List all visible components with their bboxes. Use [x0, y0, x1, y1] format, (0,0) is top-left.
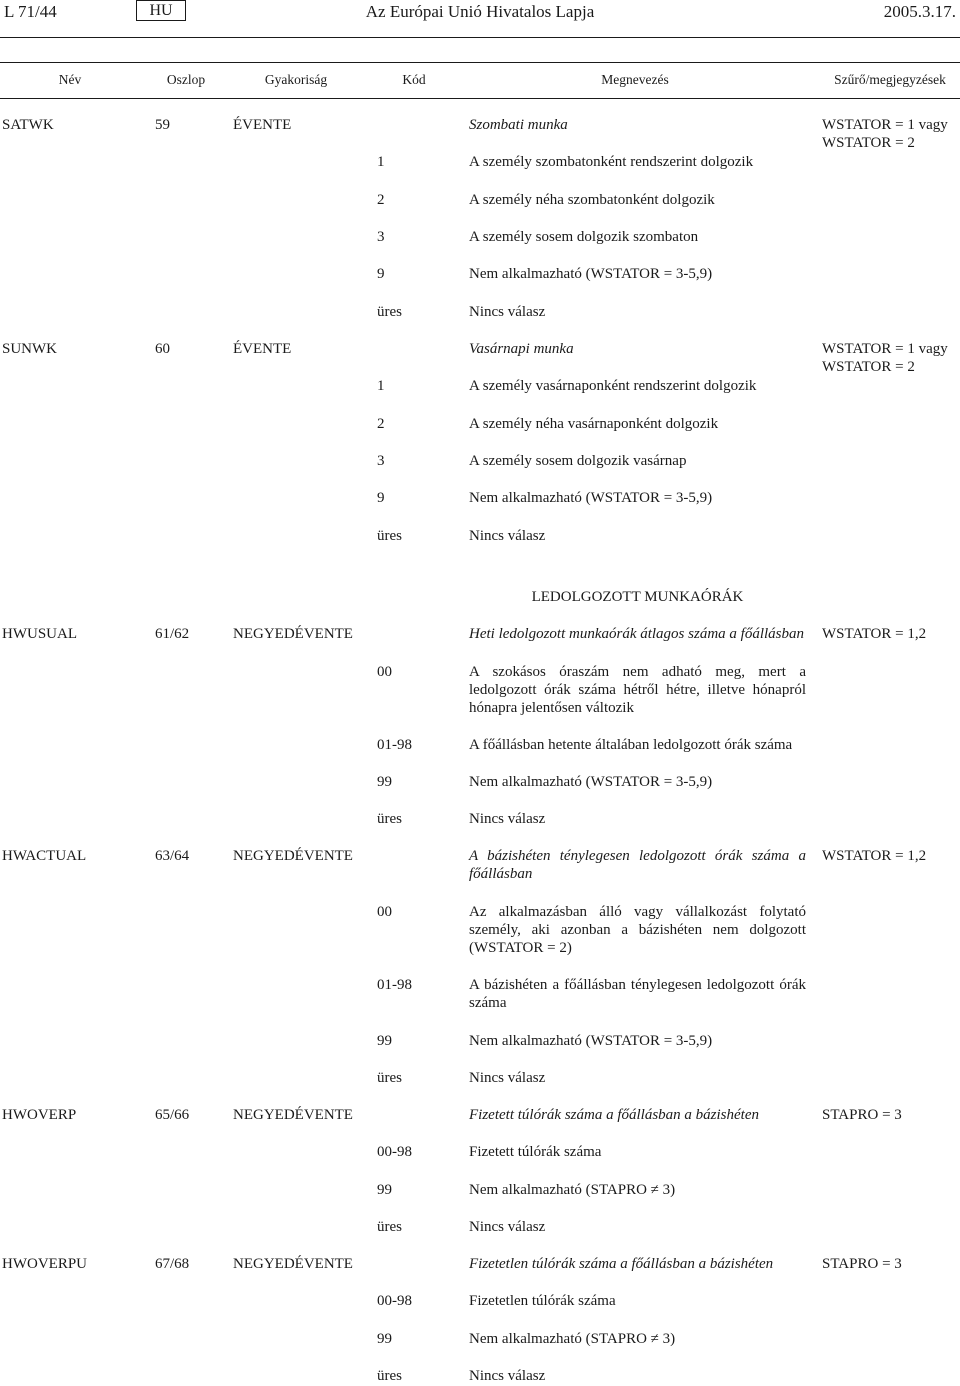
variable-filter: WSTATOR = 1 vagy WSTATOR = 2 — [822, 117, 948, 151]
code-value: 00 — [377, 904, 392, 920]
code-description: Az alkalmazásban álló vagy vállalkozást folytató személy, aki azonban a bázishéten nem dolgozott (WSTATOR = 2) — [469, 904, 806, 956]
code-value: 99 — [377, 1331, 392, 1347]
code-value: 99 — [377, 1033, 392, 1049]
column-header-filter: Szűrő/megjegyzések — [834, 72, 946, 87]
code-value: 3 — [377, 453, 385, 469]
page-reference: L 71/44 — [4, 2, 57, 21]
column-header-code: Kód — [402, 72, 426, 87]
journal-title: Az Európai Unió Hivatalos Lapja — [365, 2, 595, 21]
code-description: Nincs válasz — [469, 528, 546, 544]
code-description: A személy sosem dolgozik szombaton — [469, 229, 699, 245]
variable-filter: WSTATOR = 1,2 — [822, 626, 927, 642]
code-description: A főállásban hetente általában ledolgozott órák száma — [469, 737, 793, 753]
code-value: üres — [377, 1368, 402, 1384]
code-value: 00-98 — [377, 1144, 412, 1160]
variable-column: 61/62 — [155, 626, 190, 642]
variable-frequency: ÉVENTE — [233, 117, 292, 133]
variable-name: HWOVERPU — [2, 1256, 87, 1272]
column-header-description: Megnevezés — [601, 72, 669, 87]
variable-filter: WSTATOR = 1,2 — [822, 848, 927, 864]
variable-column: 60 — [155, 341, 170, 357]
variable-column: 65/66 — [155, 1107, 190, 1123]
code-description: Nincs válasz — [469, 1368, 546, 1384]
language-badge: HU — [136, 0, 186, 21]
code-description: Fizetetlen túlórák száma — [469, 1293, 616, 1309]
variable-name: SATWK — [2, 117, 54, 133]
code-value: üres — [377, 304, 402, 320]
header-rule — [0, 37, 960, 38]
code-value: 2 — [377, 192, 385, 208]
variable-name: SUNWK — [2, 341, 57, 357]
variable-label: Vasárnapi munka — [469, 341, 574, 357]
code-description: A bázishéten a főállásban ténylegesen ledolgozott órák száma — [469, 977, 806, 1011]
table-top-rule — [0, 62, 960, 63]
code-description: Nincs válasz — [469, 1070, 546, 1086]
code-value: üres — [377, 1219, 402, 1235]
code-description: Nem alkalmazható (WSTATOR = 3-5,9) — [469, 774, 713, 790]
variable-label: Szombati munka — [469, 117, 568, 133]
section-title: LEDOLGOZOTT MUNKAÓRÁK — [531, 589, 744, 605]
code-value: üres — [377, 528, 402, 544]
code-value: 99 — [377, 1182, 392, 1198]
code-value: 99 — [377, 774, 392, 790]
code-description: Nem alkalmazható (WSTATOR = 3-5,9) — [469, 490, 713, 506]
code-description: Nem alkalmazható (WSTATOR = 3-5,9) — [469, 1033, 713, 1049]
code-description: Nincs válasz — [469, 304, 546, 320]
code-description: A személy néha szombatonként dolgozik — [469, 192, 715, 208]
code-value: üres — [377, 1070, 402, 1086]
code-description: A személy néha vasárnaponként dolgozik — [469, 416, 719, 432]
column-header-name: Név — [58, 72, 82, 87]
variable-frequency: NEGYEDÉVENTE — [233, 1256, 353, 1272]
variable-name: HWACTUAL — [2, 848, 87, 864]
code-description: Nem alkalmazható (STAPRO ≠ 3) — [469, 1182, 676, 1198]
variable-frequency: NEGYEDÉVENTE — [233, 1107, 353, 1123]
code-value: 1 — [377, 154, 385, 170]
code-description: Fizetett túlórák száma — [469, 1144, 602, 1160]
code-description: A személy vasárnaponként rendszerint dolgozik — [469, 378, 757, 394]
publication-date: 2005.3.17. — [883, 2, 956, 21]
variable-label: A bázishéten ténylegesen ledolgozott órák száma a főállásban — [469, 848, 806, 882]
code-value: 01-98 — [377, 737, 412, 753]
column-header-frequency: Gyakoriság — [264, 72, 328, 87]
column-header-rule — [0, 98, 960, 99]
variable-frequency: NEGYEDÉVENTE — [233, 848, 353, 864]
code-value: 01-98 — [377, 977, 412, 993]
code-value: 2 — [377, 416, 385, 432]
variable-filter: STAPRO = 3 — [822, 1107, 902, 1123]
variable-label: Fizetetlen túlórák száma a főállásban a bázishéten — [469, 1256, 774, 1272]
code-value: 1 — [377, 378, 385, 394]
variable-column: 67/68 — [155, 1256, 190, 1272]
variable-frequency: ÉVENTE — [233, 341, 292, 357]
code-description: A személy sosem dolgozik vasárnap — [469, 453, 687, 469]
code-value: 9 — [377, 266, 385, 282]
code-description: Nincs válasz — [469, 1219, 546, 1235]
variable-label: Fizetett túlórák száma a főállásban a bázishéten — [469, 1107, 759, 1123]
variable-column: 63/64 — [155, 848, 190, 864]
code-value: üres — [377, 811, 402, 827]
code-value: 00-98 — [377, 1293, 412, 1309]
code-description: Nincs válasz — [469, 811, 546, 827]
variable-label: Heti ledolgozott munkaórák átlagos száma a főállásban — [469, 626, 804, 642]
code-description: A személy szombatonként rendszerint dolgozik — [469, 154, 754, 170]
code-value: 9 — [377, 490, 385, 506]
code-value: 00 — [377, 664, 392, 680]
code-description: A szokásos óraszám nem adható meg, mert a ledolgozott órák száma hétről hétre, illetve hónapról hónapra jelentősen változik — [469, 664, 806, 716]
variable-filter: STAPRO = 3 — [822, 1256, 902, 1272]
code-description: Nem alkalmazható (WSTATOR = 3-5,9) — [469, 266, 713, 282]
variable-name: HWUSUAL — [2, 626, 77, 642]
column-header-column: Oszlop — [166, 72, 206, 87]
variable-column: 59 — [155, 117, 170, 133]
variable-frequency: NEGYEDÉVENTE — [233, 626, 353, 642]
code-value: 3 — [377, 229, 385, 245]
code-description: Nem alkalmazható (STAPRO ≠ 3) — [469, 1331, 676, 1347]
variable-name: HWOVERP — [2, 1107, 77, 1123]
variable-filter: WSTATOR = 1 vagy WSTATOR = 2 — [822, 341, 948, 375]
